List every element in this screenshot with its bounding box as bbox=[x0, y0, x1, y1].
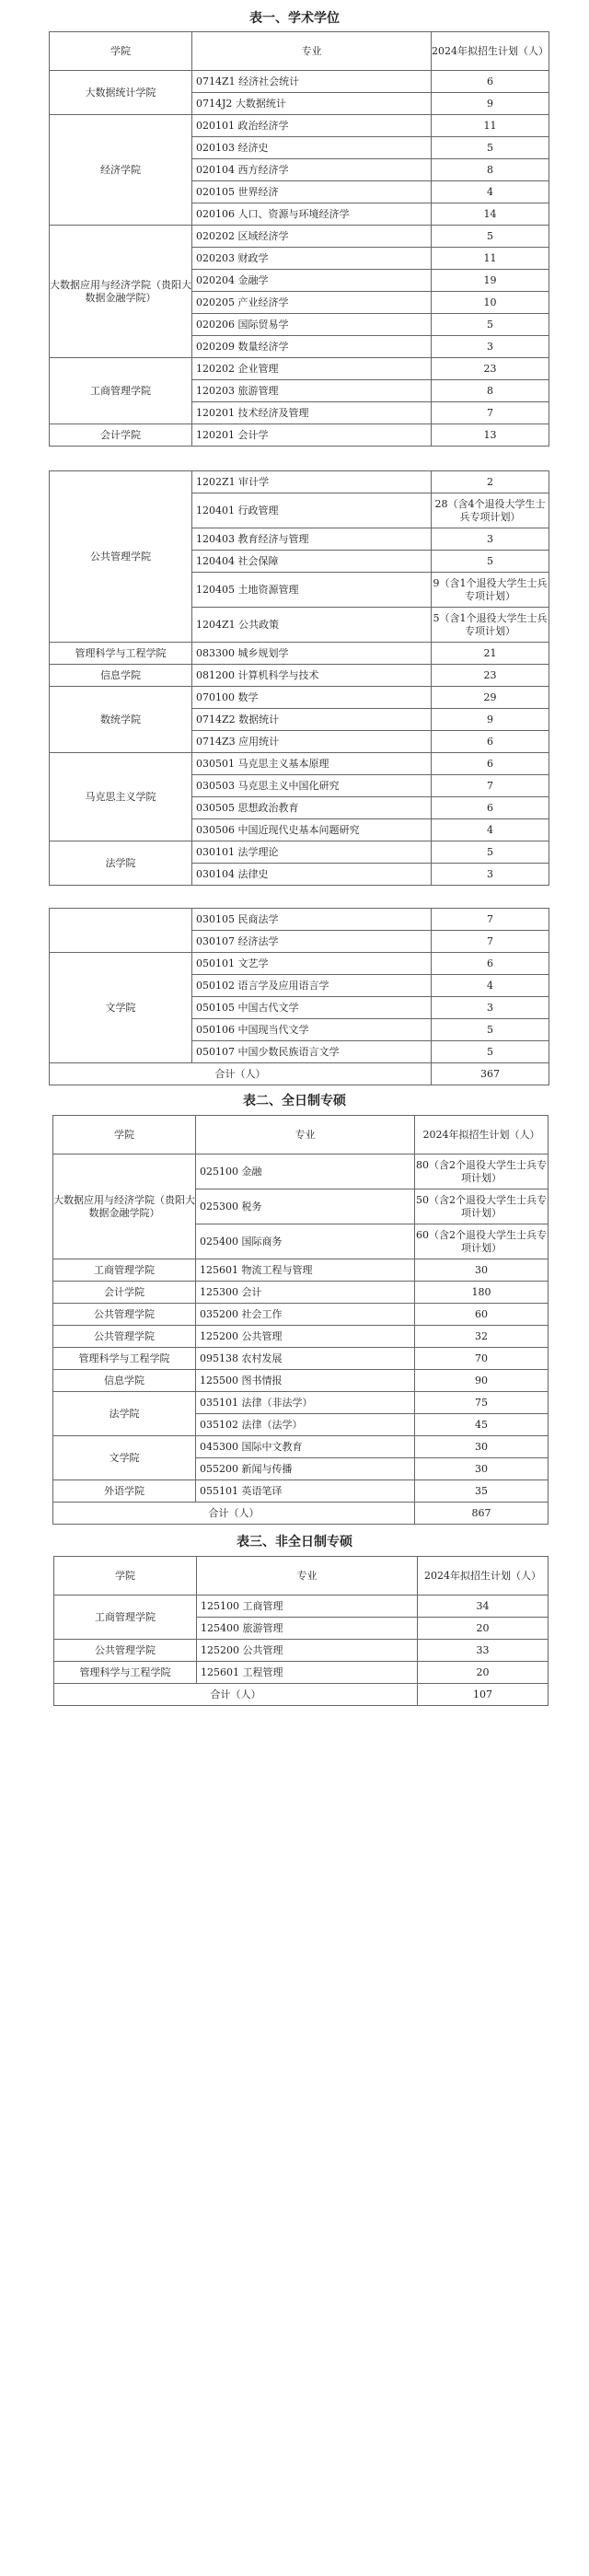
major-cell: 020101 政治经济学 bbox=[192, 115, 432, 137]
plan-count-cell: 11 bbox=[432, 115, 549, 137]
total-value: 367 bbox=[432, 1063, 549, 1085]
college-cell: 大数据应用与经济学院（贵阳大数据金融学院） bbox=[50, 226, 192, 358]
college-cell: 大数据应用与经济学院（贵阳大数据金融学院） bbox=[53, 1155, 196, 1259]
plan-count-cell: 7 bbox=[432, 909, 549, 931]
plan-count-cell: 4 bbox=[432, 181, 549, 203]
major-cell: 120202 企业管理 bbox=[192, 358, 432, 380]
table-row bbox=[53, 1370, 549, 1392]
plan-count-cell: 180 bbox=[415, 1282, 549, 1304]
table-3-title: 表三、非全日制专硕 bbox=[237, 1535, 352, 1549]
major-cell: 030506 中国近现代史基本问题研究 bbox=[192, 819, 432, 841]
college-cell: 工商管理学院 bbox=[53, 1259, 196, 1282]
plan-count-cell: 4 bbox=[432, 819, 549, 841]
major-cell: 125100 工商管理 bbox=[197, 1595, 418, 1618]
major-cell: 020204 金融学 bbox=[192, 270, 432, 292]
plan-count-cell: 3 bbox=[432, 528, 549, 551]
plan-count-cell: 8 bbox=[432, 159, 549, 181]
major-cell: 125300 会计 bbox=[196, 1282, 415, 1304]
total-label: 合计（人） bbox=[50, 1063, 432, 1085]
plan-count-cell: 9 bbox=[432, 709, 549, 731]
plan-count-cell: 21 bbox=[432, 643, 549, 665]
major-cell: 120401 行政管理 bbox=[192, 493, 432, 528]
major-cell: 0714Z1 经济社会统计 bbox=[192, 71, 432, 93]
table-2-title: 表二、全日制专硕 bbox=[243, 1094, 346, 1108]
total-label: 合计（人） bbox=[53, 1503, 415, 1525]
plan-count-cell: 10 bbox=[432, 292, 549, 314]
major-cell: 020206 国际贸易学 bbox=[192, 314, 432, 336]
college-cell: 经济学院 bbox=[50, 115, 192, 226]
college-cell: 工商管理学院 bbox=[54, 1595, 197, 1640]
plan-count-cell: 7 bbox=[432, 402, 549, 424]
table-row bbox=[50, 424, 549, 447]
plan-count-cell: 32 bbox=[415, 1326, 549, 1348]
plan-count-cell: 30 bbox=[415, 1436, 549, 1458]
college-cell: 会计学院 bbox=[50, 424, 192, 447]
major-cell: 120403 教育经济与管理 bbox=[192, 528, 432, 551]
college-cell: 会计学院 bbox=[53, 1282, 196, 1304]
plan-count-cell: 33 bbox=[418, 1640, 549, 1662]
major-cell: 0714J2 大数据统计 bbox=[192, 93, 432, 115]
table-row bbox=[50, 841, 549, 864]
plan-count-cell: 5 bbox=[432, 226, 549, 248]
major-cell: 025100 金融 bbox=[196, 1155, 415, 1189]
plan-count-cell: 5 bbox=[432, 1041, 549, 1063]
major-cell: 050105 中国古代文学 bbox=[192, 997, 432, 1019]
college-cell: 文学院 bbox=[50, 953, 192, 1063]
major-cell: 030501 马克思主义基本原理 bbox=[192, 753, 432, 775]
plan-count-cell: 23 bbox=[432, 358, 549, 380]
college-cell: 管理科学与工程学院 bbox=[53, 1348, 196, 1370]
total-label: 合计（人） bbox=[54, 1684, 418, 1706]
plan-count-cell: 6 bbox=[432, 797, 549, 819]
plan-count-cell: 30 bbox=[415, 1458, 549, 1480]
plan-count-cell: 5 bbox=[432, 1019, 549, 1041]
table-row bbox=[54, 1662, 549, 1684]
college-cell: 法学院 bbox=[50, 841, 192, 886]
major-cell: 020106 人口、资源与环境经济学 bbox=[192, 203, 432, 226]
plan-count-cell: 70 bbox=[415, 1348, 549, 1370]
plan-count-cell: 20 bbox=[418, 1662, 549, 1684]
major-cell: 020202 区域经济学 bbox=[192, 226, 432, 248]
plan-count-cell: 6 bbox=[432, 953, 549, 975]
table-row bbox=[53, 1392, 549, 1414]
plan-count-cell: 7 bbox=[432, 931, 549, 953]
major-cell: 020205 产业经济学 bbox=[192, 292, 432, 314]
column-header: 2024年拟招生计划（人） bbox=[418, 1557, 549, 1595]
table-row bbox=[53, 1326, 549, 1348]
table-1-part-b bbox=[49, 470, 549, 886]
plan-count-cell: 80（含2个退役大学生士兵专项计划） bbox=[415, 1155, 549, 1189]
plan-count-cell: 6 bbox=[432, 71, 549, 93]
table-row bbox=[53, 1259, 549, 1282]
college-cell bbox=[50, 909, 192, 953]
college-cell: 公共管理学院 bbox=[53, 1304, 196, 1326]
major-cell: 045300 国际中文教育 bbox=[196, 1436, 415, 1458]
plan-count-cell: 11 bbox=[432, 248, 549, 270]
major-cell: 125601 物流工程与管理 bbox=[196, 1259, 415, 1282]
table-row bbox=[50, 643, 549, 665]
table-1-part-c bbox=[49, 908, 549, 1085]
table-1-title: 表一、学术学位 bbox=[249, 11, 340, 26]
plan-count-cell: 30 bbox=[415, 1259, 549, 1282]
plan-count-cell: 28（含4个退役大学生士兵专项计划） bbox=[432, 493, 549, 528]
plan-count-cell: 5（含1个退役大学生士兵专项计划） bbox=[432, 608, 549, 643]
total-value: 107 bbox=[418, 1684, 549, 1706]
table-row bbox=[50, 909, 549, 931]
major-cell: 025300 税务 bbox=[196, 1189, 415, 1224]
table-row bbox=[50, 687, 549, 709]
major-cell: 125601 工程管理 bbox=[197, 1662, 418, 1684]
plan-count-cell: 45 bbox=[415, 1414, 549, 1436]
major-cell: 050107 中国少数民族语言文学 bbox=[192, 1041, 432, 1063]
table-row bbox=[53, 1480, 549, 1503]
major-cell: 081200 计算机科学与技术 bbox=[192, 665, 432, 687]
major-cell: 125400 旅游管理 bbox=[197, 1618, 418, 1640]
plan-count-cell: 9（含1个退役大学生士兵专项计划） bbox=[432, 573, 549, 608]
college-cell: 公共管理学院 bbox=[54, 1640, 197, 1662]
major-cell: 0714Z2 数据统计 bbox=[192, 709, 432, 731]
column-header: 专业 bbox=[196, 1116, 415, 1155]
plan-count-cell: 5 bbox=[432, 551, 549, 573]
plan-count-cell: 9 bbox=[432, 93, 549, 115]
table-2 bbox=[52, 1115, 549, 1525]
major-cell: 025400 国际商务 bbox=[196, 1224, 415, 1259]
major-cell: 020105 世界经济 bbox=[192, 181, 432, 203]
major-cell: 125200 公共管理 bbox=[196, 1326, 415, 1348]
plan-count-cell: 19 bbox=[432, 270, 549, 292]
college-cell: 信息学院 bbox=[53, 1370, 196, 1392]
table-1-part-a bbox=[49, 31, 549, 447]
college-cell: 法学院 bbox=[53, 1392, 196, 1436]
college-cell: 马克思主义学院 bbox=[50, 753, 192, 841]
plan-count-cell: 8 bbox=[432, 380, 549, 402]
table-3 bbox=[53, 1556, 549, 1706]
table-row bbox=[53, 1436, 549, 1458]
major-cell: 1204Z1 公共政策 bbox=[192, 608, 432, 643]
column-header: 学院 bbox=[53, 1116, 196, 1155]
plan-count-cell: 5 bbox=[432, 314, 549, 336]
college-cell: 公共管理学院 bbox=[50, 471, 192, 643]
major-cell: 120405 土地资源管理 bbox=[192, 573, 432, 608]
plan-count-cell: 50（含2个退役大学生士兵专项计划） bbox=[415, 1189, 549, 1224]
college-cell: 外语学院 bbox=[53, 1480, 196, 1503]
major-cell: 030105 民商法学 bbox=[192, 909, 432, 931]
table-row bbox=[50, 115, 549, 137]
major-cell: 120201 会计学 bbox=[192, 424, 432, 447]
total-value: 867 bbox=[415, 1503, 549, 1525]
plan-count-cell: 34 bbox=[418, 1595, 549, 1618]
table-row bbox=[50, 665, 549, 687]
plan-count-cell: 60（含2个退役大学生士兵专项计划） bbox=[415, 1224, 549, 1259]
major-cell: 050101 文艺学 bbox=[192, 953, 432, 975]
header-row bbox=[50, 32, 549, 71]
plan-count-cell: 35 bbox=[415, 1480, 549, 1503]
major-cell: 125500 图书情报 bbox=[196, 1370, 415, 1392]
major-cell: 020209 数量经济学 bbox=[192, 336, 432, 358]
plan-count-cell: 6 bbox=[432, 753, 549, 775]
table-row bbox=[53, 1348, 549, 1370]
column-header: 2024年拟招生计划（人） bbox=[432, 32, 549, 71]
plan-count-cell: 75 bbox=[415, 1392, 549, 1414]
major-cell: 120203 旅游管理 bbox=[192, 380, 432, 402]
major-cell: 030104 法律史 bbox=[192, 864, 432, 886]
column-header: 专业 bbox=[197, 1557, 418, 1595]
column-header: 专业 bbox=[192, 32, 432, 71]
plan-count-cell: 20 bbox=[418, 1618, 549, 1640]
college-cell: 大数据统计学院 bbox=[50, 71, 192, 115]
college-cell: 管理科学与工程学院 bbox=[50, 643, 192, 665]
plan-count-cell: 4 bbox=[432, 975, 549, 997]
college-cell: 文学院 bbox=[53, 1436, 196, 1480]
plan-count-cell: 3 bbox=[432, 336, 549, 358]
college-cell: 数统学院 bbox=[50, 687, 192, 753]
total-row bbox=[50, 1063, 549, 1085]
college-cell: 管理科学与工程学院 bbox=[54, 1662, 197, 1684]
table-row bbox=[54, 1640, 549, 1662]
college-cell: 信息学院 bbox=[50, 665, 192, 687]
table-row bbox=[50, 953, 549, 975]
major-cell: 050102 语言学及应用语言学 bbox=[192, 975, 432, 997]
column-header: 学院 bbox=[54, 1557, 197, 1595]
table-row bbox=[53, 1282, 549, 1304]
college-cell: 公共管理学院 bbox=[53, 1326, 196, 1348]
table-row bbox=[50, 471, 549, 493]
header-row bbox=[54, 1557, 549, 1595]
major-cell: 020103 经济史 bbox=[192, 137, 432, 159]
major-cell: 030503 马克思主义中国化研究 bbox=[192, 775, 432, 797]
major-cell: 030505 思想政治教育 bbox=[192, 797, 432, 819]
plan-count-cell: 29 bbox=[432, 687, 549, 709]
major-cell: 055200 新闻与传播 bbox=[196, 1458, 415, 1480]
table-row bbox=[53, 1155, 549, 1189]
major-cell: 020104 西方经济学 bbox=[192, 159, 432, 181]
major-cell: 030101 法学理论 bbox=[192, 841, 432, 864]
plan-count-cell: 2 bbox=[432, 471, 549, 493]
plan-count-cell: 3 bbox=[432, 864, 549, 886]
major-cell: 030107 经济法学 bbox=[192, 931, 432, 953]
plan-count-cell: 60 bbox=[415, 1304, 549, 1326]
plan-count-cell: 6 bbox=[432, 731, 549, 753]
table-row bbox=[54, 1595, 549, 1618]
table-row bbox=[50, 226, 549, 248]
major-cell: 055101 英语笔译 bbox=[196, 1480, 415, 1503]
major-cell: 125200 公共管理 bbox=[197, 1640, 418, 1662]
header-row bbox=[53, 1116, 549, 1155]
plan-count-cell: 5 bbox=[432, 841, 549, 864]
major-cell: 050106 中国现当代文学 bbox=[192, 1019, 432, 1041]
major-cell: 120201 技术经济及管理 bbox=[192, 402, 432, 424]
column-header: 学院 bbox=[50, 32, 192, 71]
major-cell: 095138 农村发展 bbox=[196, 1348, 415, 1370]
college-cell: 工商管理学院 bbox=[50, 358, 192, 424]
column-header: 2024年拟招生计划（人） bbox=[415, 1116, 549, 1155]
total-row bbox=[54, 1684, 549, 1706]
plan-count-cell: 13 bbox=[432, 424, 549, 447]
major-cell: 083300 城乡规划学 bbox=[192, 643, 432, 665]
major-cell: 035101 法律（非法学） bbox=[196, 1392, 415, 1414]
major-cell: 035200 社会工作 bbox=[196, 1304, 415, 1326]
major-cell: 0714Z3 应用统计 bbox=[192, 731, 432, 753]
major-cell: 120404 社会保障 bbox=[192, 551, 432, 573]
total-row bbox=[53, 1503, 549, 1525]
plan-count-cell: 5 bbox=[432, 137, 549, 159]
plan-count-cell: 3 bbox=[432, 997, 549, 1019]
major-cell: 035102 法律（法学） bbox=[196, 1414, 415, 1436]
major-cell: 1202Z1 审计学 bbox=[192, 471, 432, 493]
plan-count-cell: 14 bbox=[432, 203, 549, 226]
plan-count-cell: 7 bbox=[432, 775, 549, 797]
plan-count-cell: 90 bbox=[415, 1370, 549, 1392]
plan-count-cell: 23 bbox=[432, 665, 549, 687]
table-row bbox=[50, 753, 549, 775]
table-row bbox=[50, 71, 549, 93]
major-cell: 070100 数学 bbox=[192, 687, 432, 709]
major-cell: 020203 财政学 bbox=[192, 248, 432, 270]
table-row bbox=[53, 1304, 549, 1326]
table-row bbox=[50, 358, 549, 380]
